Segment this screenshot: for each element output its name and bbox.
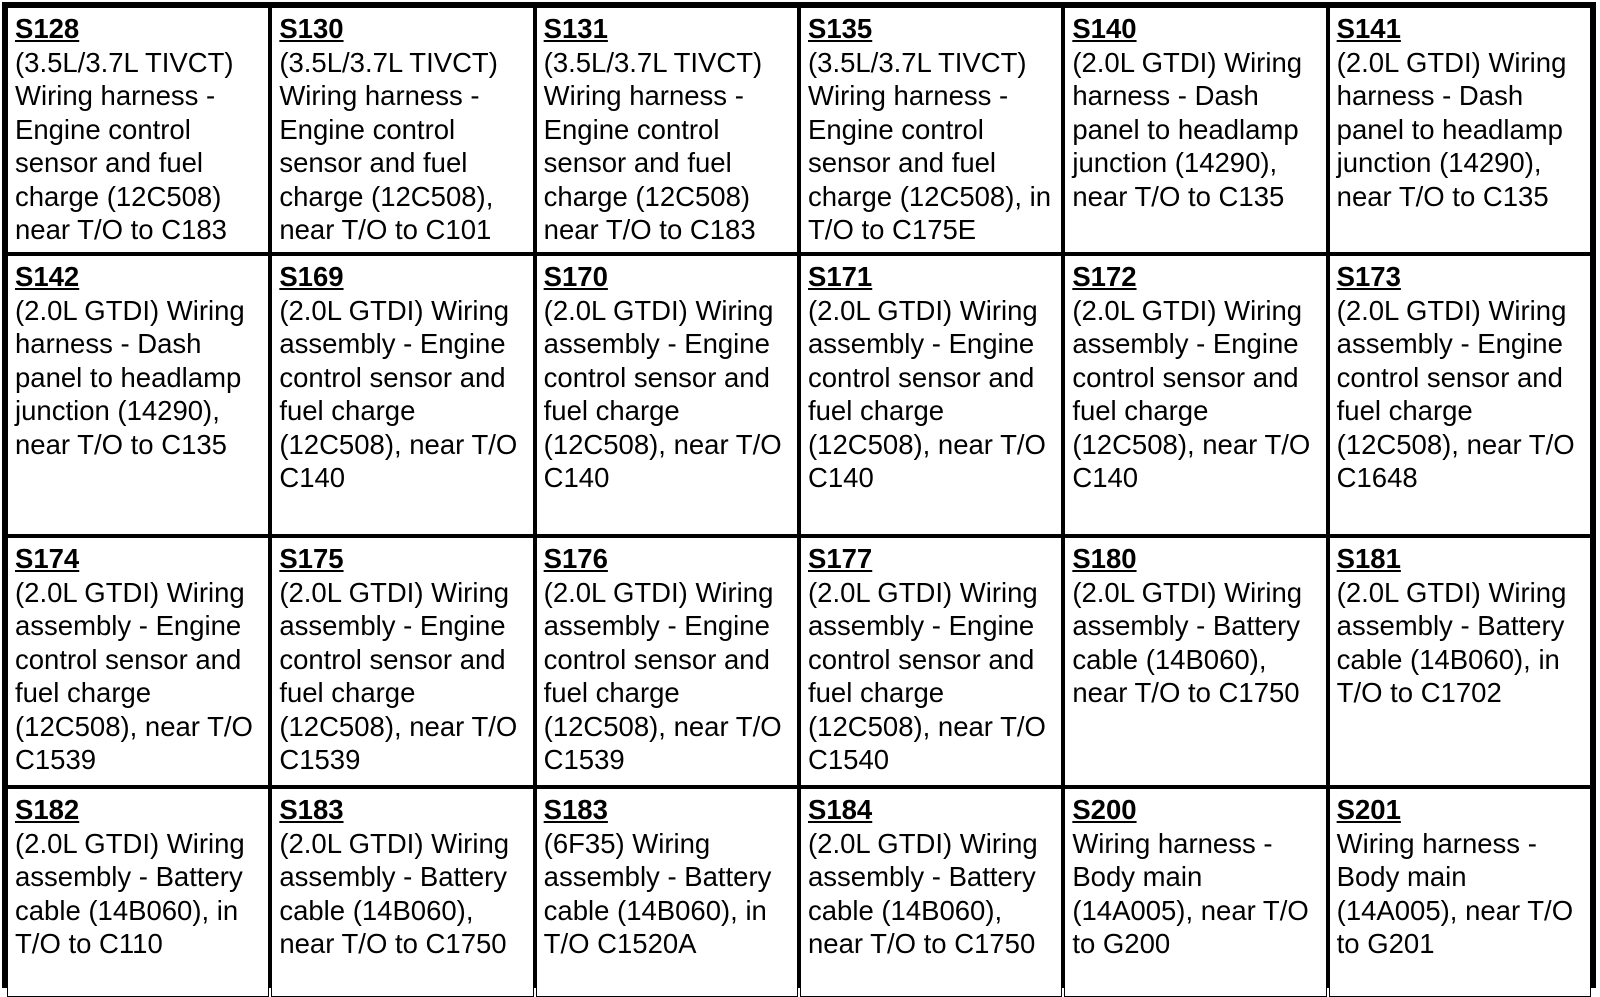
splice-id: S128	[15, 13, 80, 44]
table-cell	[536, 255, 798, 535]
table-cell	[1064, 255, 1326, 535]
splice-description: (3.5L/3.7L TIVCT) Wiring harness - Engine control sensor and fuel charge (12C508), in T/O to C175E	[808, 46, 1052, 245]
splice-id: S173	[1336, 261, 1401, 292]
table-cell	[800, 537, 1062, 786]
splice-id: S131	[543, 13, 608, 44]
splice-description: (2.0L GTDI) Wiring assembly - Engine control sensor and fuel charge (12C508), near T/O C140	[808, 294, 1046, 493]
splice-id: S172	[1072, 261, 1137, 292]
splice-id: S176	[543, 543, 608, 574]
splice-id: S171	[808, 261, 873, 292]
splice-description: (2.0L GTDI) Wiring harness - Dash panel to headlamp junction (14290), near T/O to C135	[15, 294, 245, 460]
table-cell	[271, 537, 533, 786]
splice-description: (2.0L GTDI) Wiring assembly - Battery cable (14B060), in T/O to C110	[15, 827, 245, 959]
splice-id: S183	[279, 794, 344, 825]
splice-id: S141	[1336, 13, 1401, 44]
splice-description: (6F35) Wiring assembly - Battery cable (14B060), in T/O C1520A	[543, 827, 772, 959]
table-cell	[536, 788, 798, 997]
table-cell	[7, 537, 269, 786]
splice-table	[2, 2, 1596, 988]
table-cell	[1064, 788, 1326, 997]
splice-id: S142	[15, 261, 80, 292]
table-cell	[7, 7, 269, 253]
table-cell	[800, 788, 1062, 997]
splice-id: S181	[1336, 543, 1401, 574]
splice-description: (2.0L GTDI) Wiring assembly - Engine control sensor and fuel charge (12C508), near T/O C1539	[543, 576, 782, 775]
splice-id: S184	[808, 794, 873, 825]
table-cell	[271, 7, 533, 253]
splice-description: (2.0L GTDI) Wiring assembly - Engine control sensor and fuel charge (12C508), near T/O C1539	[279, 576, 518, 775]
splice-description: (2.0L GTDI) Wiring assembly - Engine control sensor and fuel charge (12C508), near T/O C1648	[1336, 294, 1575, 493]
splice-description: (2.0L GTDI) Wiring harness - Dash panel to headlamp junction (14290), near T/O to C135	[1336, 46, 1567, 212]
splice-description: Wiring harness - Body main (14A005), near T/O to G201	[1336, 827, 1574, 959]
table-cell	[1329, 537, 1591, 786]
splice-id: S175	[279, 543, 344, 574]
table-cell	[7, 255, 269, 535]
splice-id: S182	[15, 794, 80, 825]
splice-id: S200	[1072, 794, 1137, 825]
table-cell	[1064, 537, 1326, 786]
splice-id: S174	[15, 543, 80, 574]
splice-description: (3.5L/3.7L TIVCT) Wiring harness - Engine control sensor and fuel charge (12C508) near T/O to C183	[543, 46, 763, 245]
table-cell	[7, 788, 269, 997]
splice-description: (2.0L GTDI) Wiring assembly - Engine control sensor and fuel charge (12C508), near T/O C140	[279, 294, 518, 493]
table-cell	[536, 7, 798, 253]
splice-id: S130	[279, 13, 344, 44]
splice-description: (2.0L GTDI) Wiring assembly - Battery cable (14B060), near T/O to C1750	[1072, 576, 1303, 708]
splice-id: S183	[543, 794, 608, 825]
splice-id: S170	[543, 261, 608, 292]
table-cell	[271, 255, 533, 535]
splice-description: (2.0L GTDI) Wiring assembly - Battery cable (14B060), near T/O to C1750	[808, 827, 1038, 959]
splice-description: (2.0L GTDI) Wiring harness - Dash panel to headlamp junction (14290), near T/O to C135	[1072, 46, 1303, 212]
splice-description: (2.0L GTDI) Wiring assembly - Battery cable (14B060), near T/O to C1750	[279, 827, 510, 959]
table-cell	[800, 255, 1062, 535]
splice-description: (2.0L GTDI) Wiring assembly - Engine control sensor and fuel charge (12C508), near T/O C1539	[15, 576, 253, 775]
splice-id: S140	[1072, 13, 1137, 44]
table-cell	[1329, 255, 1591, 535]
splice-id: S201	[1336, 794, 1401, 825]
splice-description: (3.5L/3.7L TIVCT) Wiring harness - Engine control sensor and fuel charge (12C508) near T/O to C183	[15, 46, 234, 245]
table-cell	[536, 537, 798, 786]
table-cell	[271, 788, 533, 997]
splice-id: S135	[808, 13, 873, 44]
splice-description: Wiring harness - Body main (14A005), near T/O to G200	[1072, 827, 1309, 959]
splice-id: S169	[279, 261, 344, 292]
table-cell	[1064, 7, 1326, 253]
splice-id: S177	[808, 543, 873, 574]
splice-description: (2.0L GTDI) Wiring assembly - Engine control sensor and fuel charge (12C508), near T/O C140	[543, 294, 782, 493]
table-cell	[800, 7, 1062, 253]
splice-description: (2.0L GTDI) Wiring assembly - Battery cable (14B060), in T/O to C1702	[1336, 576, 1567, 708]
splice-id: S180	[1072, 543, 1137, 574]
splice-description: (2.0L GTDI) Wiring assembly - Engine control sensor and fuel charge (12C508), near T/O C140	[1072, 294, 1311, 493]
splice-description: (2.0L GTDI) Wiring assembly - Engine control sensor and fuel charge (12C508), near T/O C1540	[808, 576, 1046, 775]
table-cell	[1329, 788, 1591, 997]
table-cell	[1329, 7, 1591, 253]
splice-description: (3.5L/3.7L TIVCT) Wiring harness - Engine control sensor and fuel charge (12C508), near T/O to C101	[279, 46, 498, 245]
